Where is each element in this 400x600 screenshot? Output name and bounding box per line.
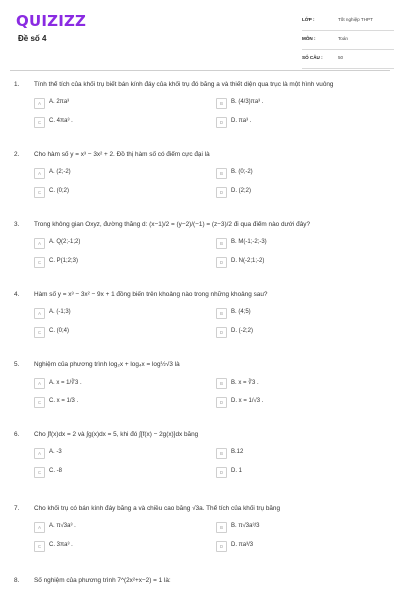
subject-label: MÔN : xyxy=(302,36,316,41)
option-text: C. P(1;2;3) xyxy=(49,258,79,264)
option-text: B. (0;-2) xyxy=(231,169,253,175)
option-text: B. (4;5) xyxy=(231,309,251,315)
option-text: A. -3 xyxy=(49,449,62,455)
question-text: Trong không gian Oxyz, đường thẳng d: (x−1)/2 = (y−2)/(−1) = (z−3)/2 đi qua điểm nào dưới đây? xyxy=(34,221,311,228)
option-text: A. (2;-2) xyxy=(49,169,71,175)
option-key-box: C xyxy=(34,117,45,128)
option-key-box: D xyxy=(216,257,227,268)
option-text: D. N(-2;1;-2) xyxy=(231,258,265,264)
option-key-box: B xyxy=(216,98,227,109)
quizizz-logo: QUIZIZZ xyxy=(16,12,87,30)
option-text: A. (-1;3) xyxy=(49,309,71,315)
option-key-box: C xyxy=(34,467,45,478)
class-row xyxy=(302,14,394,31)
question-text: Số nghiệm của phương trình 7^(2x²+x−2) = 1 là: xyxy=(34,577,171,584)
option-key-box: B xyxy=(216,308,227,319)
option-text: C. (0;2) xyxy=(49,188,70,194)
class-label: LỚP : xyxy=(302,17,315,22)
option-key-box: C xyxy=(34,187,45,198)
option-key-box: C xyxy=(34,257,45,268)
question-number: 8. xyxy=(14,577,20,584)
question-count-value: 50 xyxy=(338,55,344,60)
option-text: D. x = 1/√3 . xyxy=(231,398,264,404)
option-text: B.12 xyxy=(231,449,244,455)
class-value: Tốt nghiệp THPT xyxy=(338,17,373,22)
option-text: C. (0;4) xyxy=(49,328,70,334)
question-text: Cho hàm số y = x³ − 3x² + 2. Đồ thị hàm số có điểm cực đại là xyxy=(34,151,210,158)
option-text: D. πa³/3 xyxy=(231,542,254,548)
option-text: C. 4πa³ . xyxy=(49,118,73,124)
question-number: 4. xyxy=(14,291,20,298)
option-key-box: A xyxy=(34,238,45,249)
question-text: Cho khối trụ có bán kính đáy bằng a và chiều cao bằng √3a. Thể tích của khối trụ bằng xyxy=(34,505,281,512)
option-key-box: D xyxy=(216,397,227,408)
question-text: Cho ∫f(x)dx = 2 và ∫g(x)dx = 5, khi đó ∫[f(x) − 2g(x)]dx bằng xyxy=(34,431,199,438)
option-key-box: D xyxy=(216,327,227,338)
option-key-box: A xyxy=(34,168,45,179)
option-key-box: A xyxy=(34,98,45,109)
option-text: C. -8 xyxy=(49,468,63,474)
option-key-box: C xyxy=(34,541,45,552)
option-text: D. πa³ . xyxy=(231,118,252,124)
option-text: D. (-2;2) xyxy=(231,328,254,334)
option-key-box: A xyxy=(34,448,45,459)
option-key-box: C xyxy=(34,397,45,408)
question-text: Nghiệm của phương trình log₂x + log₄x = log½√3 là xyxy=(34,361,180,368)
option-key-box: B xyxy=(216,522,227,533)
option-text: A. π√3a³ . xyxy=(49,523,76,529)
question-text: Tính thể tích của khối trụ biết bán kính đáy của khối trụ đó bằng a và thiết diện qua trục là một hình vuông xyxy=(34,81,334,88)
option-key-box: D xyxy=(216,187,227,198)
option-key-box: B xyxy=(216,448,227,459)
subject-row xyxy=(302,33,394,50)
question-number: 1. xyxy=(14,81,20,88)
option-text: A. 2πa³ xyxy=(49,99,70,105)
option-key-box: A xyxy=(34,308,45,319)
header-divider xyxy=(10,70,390,71)
subject-value: Toán xyxy=(338,36,348,41)
option-text: B. M(-1;-2;-3) xyxy=(231,239,267,245)
exam-title: Đề số 4 xyxy=(18,34,47,43)
option-key-box: C xyxy=(34,327,45,338)
option-text: B. π√3a³/3 xyxy=(231,523,260,529)
option-key-box: A xyxy=(34,522,45,533)
option-key-box: D xyxy=(216,467,227,478)
option-text: D. 1 xyxy=(231,468,243,474)
option-key-box: D xyxy=(216,541,227,552)
option-key-box: B xyxy=(216,238,227,249)
question-count-label: SỐ CÂU : xyxy=(302,55,323,60)
option-text: C. x = 1/3 . xyxy=(49,398,79,404)
question-number: 3. xyxy=(14,221,20,228)
option-key-box: A xyxy=(34,378,45,389)
option-text: B. x = ∛3 . xyxy=(231,380,259,386)
option-key-box: B xyxy=(216,378,227,389)
option-text: A. x = 1/∛3 . xyxy=(49,380,82,386)
question-number: 6. xyxy=(14,431,20,438)
option-key-box: B xyxy=(216,168,227,179)
question-number: 5. xyxy=(14,361,20,368)
question-text: Hàm số y = x³ − 3x² − 9x + 1 đồng biến trên khoảng nào trong những khoảng sau? xyxy=(34,291,268,298)
option-text: C. 3πa³ . xyxy=(49,542,73,548)
question-count-row xyxy=(302,52,394,69)
option-text: A. Q(2;-1;2) xyxy=(49,239,81,245)
option-text: D. (2;2) xyxy=(231,188,252,194)
question-number: 2. xyxy=(14,151,20,158)
exam-meta xyxy=(302,14,394,71)
option-key-box: D xyxy=(216,117,227,128)
option-text: B. (4/3)πa³ . xyxy=(231,99,264,105)
question-number: 7. xyxy=(14,505,20,512)
